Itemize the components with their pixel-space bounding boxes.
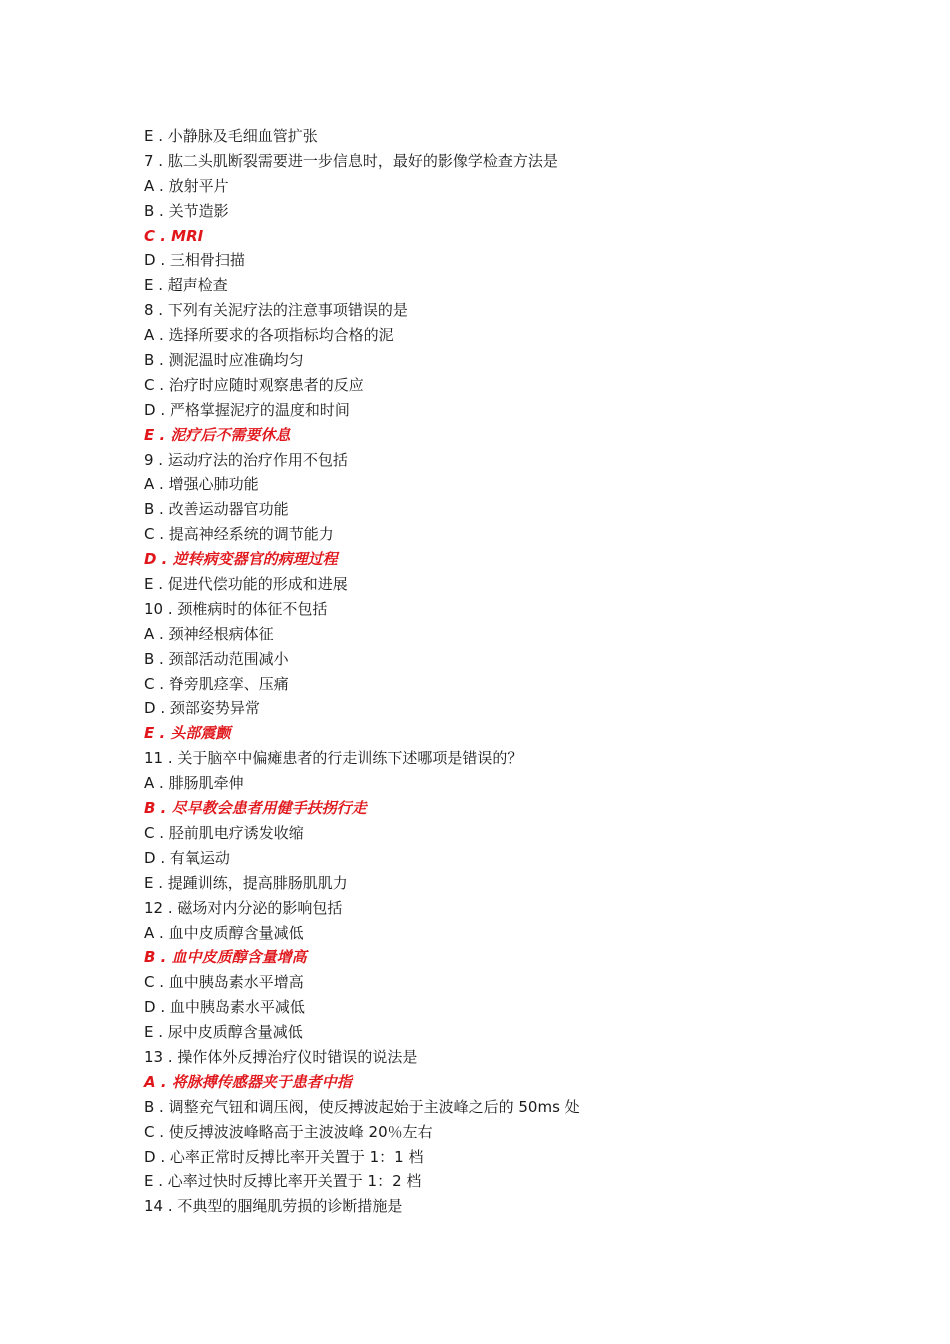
- question-line: B . 颈部活动范围减小: [144, 649, 289, 668]
- question-line: C . 使反搏波波峰略高于主波波峰 20％左右: [144, 1122, 433, 1141]
- question-line: B . 调整充气钮和调压阀，使反搏波起始于主波峰之后的 50ms 处: [144, 1097, 580, 1116]
- answer-option: D . 逆转病变器官的病理过程: [144, 550, 338, 569]
- question-line: D . 严格掌握泥疗的温度和时间: [144, 400, 350, 419]
- question-line: 11 . 关于脑卒中偏瘫患者的行走训练下述哪项是错误的？: [144, 749, 523, 768]
- question-line: C . 提高神经系统的调节能力: [144, 525, 334, 544]
- question-line: D . 有氧运动: [144, 848, 230, 867]
- question-line: 8 . 下列有关泥疗法的注意事项错误的是: [144, 301, 408, 320]
- question-line: 7 . 肱二头肌断裂需要进一步信息时，最好的影像学检查方法是: [144, 151, 558, 170]
- question-line: D . 三相骨扫描: [144, 251, 245, 270]
- answer-option: B . 尽早教会患者用健手扶拐行走: [144, 799, 367, 818]
- question-line: E . 小静脉及毛细血管扩张: [144, 127, 318, 145]
- question-line: E . 促进代偿功能的形成和进展: [144, 575, 348, 594]
- question-line: E . 提踵训练，提高腓肠肌肌力: [144, 873, 348, 892]
- question-line: C . 胫前肌电疗诱发收缩: [144, 823, 304, 842]
- question-line: C . 血中胰岛素水平增高: [144, 973, 304, 992]
- question-line: 10 . 颈椎病时的体征不包括: [144, 599, 328, 618]
- question-line: 14 . 不典型的腘绳肌劳损的诊断措施是: [144, 1197, 403, 1216]
- answer-option: B . 血中皮质醇含量增高: [144, 948, 307, 967]
- question-line: A . 放射平片: [144, 176, 229, 195]
- question-line: C . 治疗时应随时观察患者的反应: [144, 375, 364, 394]
- question-line: B . 测泥温时应准确均匀: [144, 351, 304, 370]
- question-line: A . 腓肠肌牵伸: [144, 774, 244, 793]
- question-line: 13 . 操作体外反搏治疗仪时错误的说法是: [144, 1047, 418, 1066]
- question-line: B . 改善运动器官功能: [144, 500, 289, 519]
- question-line: A . 血中皮质醇含量减低: [144, 923, 304, 942]
- answer-option: E . 头部震颤: [144, 724, 231, 743]
- question-line: E . 超声检查: [144, 276, 228, 295]
- question-line: A . 选择所要求的各项指标均合格的泥: [144, 326, 394, 345]
- question-line: C . 脊旁肌痉挛、压痛: [144, 674, 289, 693]
- question-line: B . 关节造影: [144, 201, 229, 220]
- question-line: D . 颈部姿势异常: [144, 699, 260, 718]
- question-line: D . 血中胰岛素水平减低: [144, 998, 305, 1017]
- answer-option: C . MRI: [144, 226, 204, 245]
- question-line: 9 . 运动疗法的治疗作用不包括: [144, 450, 348, 469]
- question-line: D . 心率正常时反搏比率开关置于 1：1 档: [144, 1147, 424, 1166]
- question-line: A . 颈神经根病体征: [144, 624, 274, 643]
- question-line: 12 . 磁场对内分泌的影响包括: [144, 898, 343, 917]
- question-line: E . 尿中皮质醇含量减低: [144, 1023, 303, 1042]
- question-line: A . 增强心肺功能: [144, 475, 259, 494]
- question-line: E . 心率过快时反搏比率开关置于 1：2 档: [144, 1172, 422, 1191]
- answer-option: A . 将脉搏传感器夹于患者中指: [144, 1072, 352, 1091]
- answer-option: E . 泥疗后不需要休息: [144, 425, 291, 444]
- question-list: [144, 124, 844, 1219]
